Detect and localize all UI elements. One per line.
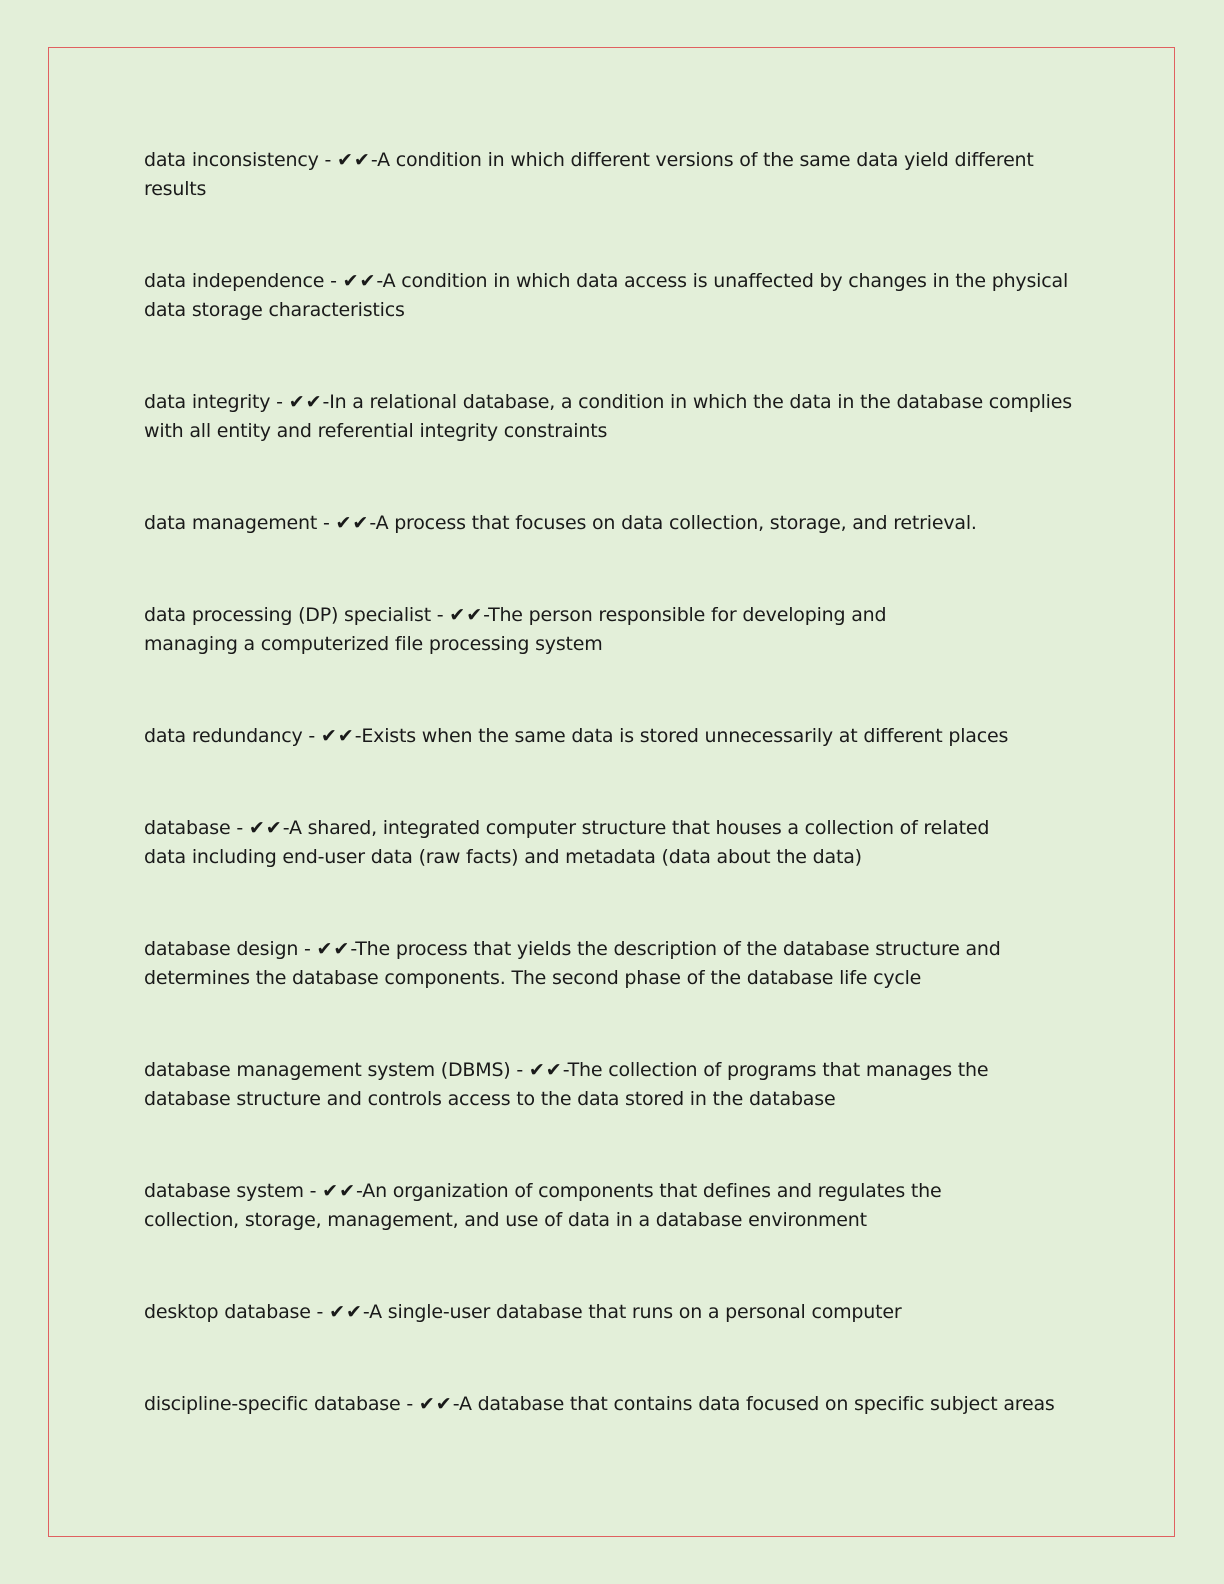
entry-term: data management <box>144 512 318 534</box>
entry-separator: - <box>430 604 450 626</box>
entry-definition: A condition in which different versions of the same data yield different results <box>144 149 1034 200</box>
entry-separator: - <box>317 512 336 534</box>
check-mark-icon: ✔✔ <box>342 270 377 292</box>
glossary-entry <box>144 1390 1094 1419</box>
entry-separator: - <box>510 1059 529 1081</box>
entry-term: discipline-specific database <box>144 1393 401 1415</box>
glossary-entry <box>144 146 1094 204</box>
entry-definition: The process that yields the description of the database structure and determines the database components. The second phase of the database life cycle <box>144 938 1001 989</box>
check-mark-icon: ✔✔ <box>336 149 371 171</box>
entry-definition: The collection of programs that manages the database structure and controls access to the data stored in the database <box>144 1059 989 1110</box>
definition-prefix: - <box>350 938 356 960</box>
definition-prefix: - <box>356 1180 363 1202</box>
entry-separator: - <box>310 1301 330 1323</box>
entry-definition: A condition in which data access is unaffected by changes in the physical data storage characteristics <box>144 270 1069 321</box>
check-mark-icon: ✔✔ <box>320 725 355 747</box>
entry-separator: - <box>324 270 343 292</box>
definition-prefix: - <box>483 604 489 626</box>
entry-definition: A single-user database that runs on a personal computer <box>369 1301 902 1323</box>
definition-prefix: - <box>370 149 378 171</box>
entry-definition: The person responsible for developing and managing a computerized file processing system <box>144 604 887 655</box>
definition-prefix: - <box>562 1059 568 1081</box>
glossary-entry <box>144 1177 1024 1235</box>
check-mark-icon: ✔✔ <box>449 604 484 626</box>
definition-prefix: - <box>354 725 362 747</box>
entry-term: data integrity <box>144 391 271 413</box>
check-mark-icon: ✔✔ <box>418 1393 453 1415</box>
definition-prefix: - <box>376 270 383 292</box>
glossary-list <box>144 146 1094 1482</box>
glossary-entry <box>144 509 1094 538</box>
entry-term: desktop database <box>144 1301 311 1323</box>
check-mark-icon: ✔✔ <box>322 1180 357 1202</box>
glossary-entry <box>144 814 1014 872</box>
entry-separator: - <box>270 391 289 413</box>
entry-separator: - <box>400 1393 419 1415</box>
entry-definition: An organization of components that defines and regulates the collection, storage, management, and use of data in a database environment <box>144 1180 942 1231</box>
entry-definition: A shared, integrated computer structure that houses a collection of related data including end-user data (raw facts) and metadata (data about the data) <box>144 817 990 868</box>
entry-separator: - <box>298 938 317 960</box>
check-mark-icon: ✔✔ <box>335 512 370 534</box>
entry-separator: - <box>318 149 337 171</box>
check-mark-icon: ✔✔ <box>316 938 351 960</box>
glossary-entry <box>144 1056 1044 1114</box>
check-mark-icon: ✔✔ <box>329 1301 363 1323</box>
entry-term: data processing (DP) specialist <box>144 604 431 626</box>
glossary-entry <box>144 388 1079 446</box>
entry-separator: - <box>302 725 321 747</box>
definition-prefix: - <box>369 512 376 534</box>
entry-definition: A database that contains data focused on specific subject areas <box>458 1393 1055 1415</box>
entry-term: data inconsistency <box>144 149 319 171</box>
glossary-entry <box>144 1298 1094 1327</box>
entry-term: database system <box>144 1180 304 1202</box>
entry-term: data redundancy <box>144 725 303 747</box>
glossary-entry <box>144 722 1094 751</box>
entry-term: database <box>144 817 231 839</box>
definition-prefix: - <box>322 391 330 413</box>
definition-prefix: - <box>362 1301 370 1323</box>
entry-definition: Exists when the same data is stored unnecessarily at different places <box>361 725 1009 747</box>
check-mark-icon: ✔✔ <box>528 1059 563 1081</box>
entry-definition: In a relational database, a condition in which the data in the database complies with all entity and referential integrity constraints <box>144 391 1072 442</box>
check-mark-icon: ✔✔ <box>288 391 323 413</box>
entry-term: database management system (DBMS) <box>144 1059 511 1081</box>
entry-term: database design <box>144 938 299 960</box>
entry-definition: A process that focuses on data collection, storage, and retrieval. <box>375 512 977 534</box>
definition-prefix: - <box>282 817 289 839</box>
entry-separator: - <box>230 817 249 839</box>
glossary-entry <box>144 935 1079 993</box>
glossary-entry <box>144 267 1074 325</box>
check-mark-icon: ✔✔ <box>248 817 283 839</box>
glossary-entry <box>144 601 974 659</box>
entry-term: data independence <box>144 270 325 292</box>
entry-separator: - <box>303 1180 323 1202</box>
definition-prefix: - <box>452 1393 459 1415</box>
